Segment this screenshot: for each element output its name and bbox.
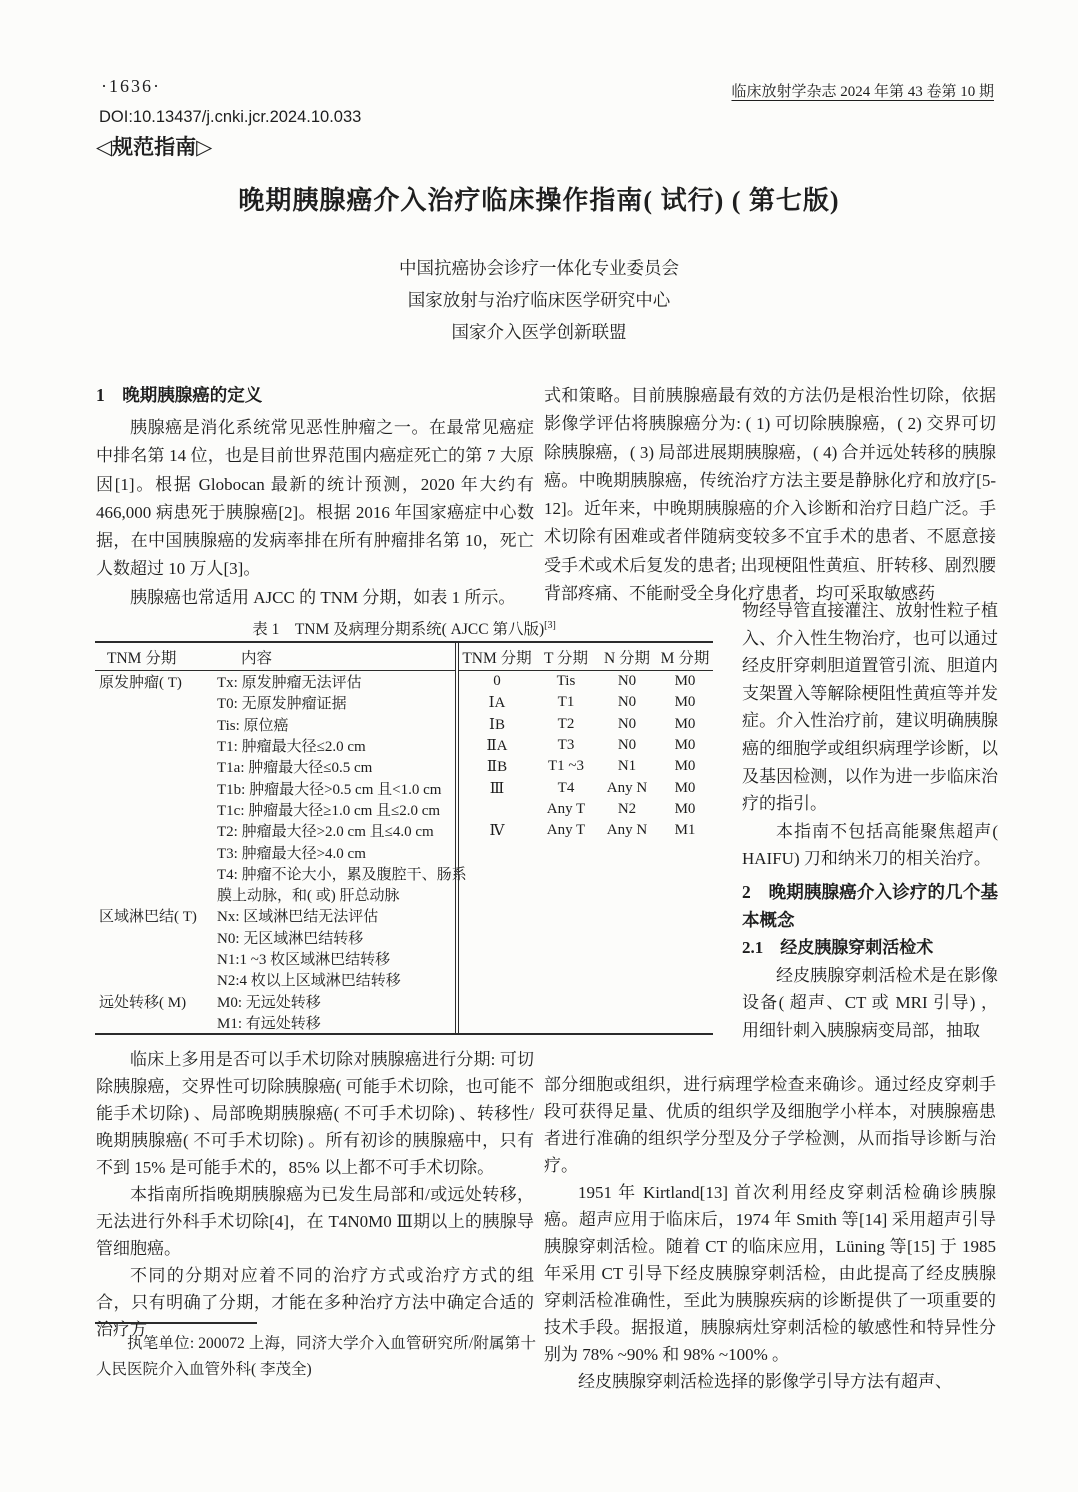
- table-row: [95, 799, 455, 820]
- n-cell: N0: [617, 694, 637, 711]
- table-row: [95, 948, 455, 969]
- table-row: [95, 990, 455, 1011]
- section-2-1-heading: 2.1 经皮胰腺穿刺活检术: [742, 938, 934, 958]
- table-row: [459, 799, 713, 820]
- right-column-bottom: [544, 1071, 996, 1395]
- n-cell: N2: [617, 800, 637, 817]
- page-number: ·1636·: [101, 76, 161, 96]
- table-row: [459, 820, 713, 841]
- t-cell: Any T: [546, 822, 586, 839]
- row-text: M0: 无远处转移: [217, 994, 321, 1011]
- stage-cell: 0: [493, 673, 501, 690]
- paragraph: 胰腺癌也常适用 AJCC 的 TNM 分期，如表 1 所示。: [130, 587, 516, 607]
- m-cell: M0: [674, 673, 696, 690]
- doi: DOI:10.13437/j.cnki.jcr.2024.10.033: [99, 108, 362, 126]
- n-cell: N1: [617, 758, 637, 775]
- stage-cell: Ⅲ: [489, 780, 505, 797]
- paragraph: 不同的分期对应着不同的治疗方式或治疗方式的组合，只有明确了分期，才能在多种治疗方法中确定合适的治疗方: [96, 1266, 534, 1339]
- m-cell: M0: [674, 694, 696, 711]
- row-text: Tx: 原发肿瘤无法评估: [217, 675, 362, 692]
- table-header-row: [95, 643, 455, 671]
- paragraph: 临床上多用是否可以手术切除对胰腺癌进行分期: 可切除胰腺癌，交界性可切除胰腺癌( 可能手术切除，也可能不能手术切除) 、局部晚期胰腺癌( 不可手术切除) 、转移性/晚期胰腺癌( 不可手术切除) 。所有初诊的胰腺癌中，只有不到 15% 是可能手术的，85% 以上都不可手术切除。: [96, 1050, 534, 1177]
- table-row: [95, 969, 455, 990]
- t-cell: T3: [557, 737, 575, 754]
- row-text: T1b: 肿瘤最大径>0.5 cm 且<1.0 cm: [217, 781, 442, 798]
- t-cell: T1: [557, 694, 575, 711]
- row-text: 膜上动脉，和( 或) 肝总动脉: [217, 888, 400, 905]
- table-row: [95, 1012, 455, 1033]
- stage-cell: Ⅳ: [489, 823, 505, 840]
- paragraph: 胰腺癌是消化系统常见恶性肿瘤之一。在最常见癌症中排名第 14 位，也是目前世界范围内癌症死亡的第 7 大原因[1]。根据 Globocan 最新的统计预测，2020 年大约有 466,000 病患死于胰腺癌[2]。根据 2016 年国家癌症中心数据，在中国胰腺癌的发病率排在所有肿瘤排名第 10，死亡人数超过 10 万人[3]。: [96, 418, 534, 579]
- n-cell: Any N: [606, 822, 648, 839]
- m-cell: M0: [674, 737, 696, 754]
- row-text: T1c: 肿瘤最大径≥1.0 cm 且≤2.0 cm: [217, 802, 441, 819]
- row-text: T3: 肿瘤最大径>4.0 cm: [217, 845, 366, 862]
- paragraph: 本指南不包括高能聚焦超声( HAIFU) 刀和纳米刀的相关治疗。: [742, 821, 998, 869]
- stage-cell: ⅠA: [488, 695, 506, 712]
- n-cell: N0: [617, 737, 637, 754]
- paragraph: 1951 年 Kirtland[13] 首次利用经皮穿刺活检确诊胰腺癌。超声应用于临床后，1974 年 Smith 等[14] 采用超声引导胰腺穿刺活检。随着 CT 的临床应用，Lüning 等[15] 于 1985 年采用 CT 引导下经皮胰腺穿刺活检，由此提高了经皮胰腺穿刺活检准确性，至此为胰腺疾病的诊断提供了一项重要的技术手段。据报道，胰腺病灶穿刺活检的敏感性和特异性分别为 78% ~90% 和 98% ~100% 。: [544, 1183, 996, 1364]
- table-header-cell: TNM 分期: [107, 649, 177, 667]
- row-text: T1a: 肿瘤最大径≤0.5 cm: [217, 760, 373, 777]
- row-text: T1: 肿瘤最大径≤2.0 cm: [217, 739, 366, 756]
- paragraph: 本指南所指晚期胰腺癌为已发生局部和/或远处转移，无法进行外科手术切除[4]，在 T4N0M0 Ⅲ期以上的胰腺导管细胞癌。: [96, 1185, 534, 1258]
- table-header-cell: N 分期: [603, 649, 651, 667]
- row-label: 远处转移( M): [99, 994, 187, 1011]
- table-row: [95, 927, 455, 948]
- journal-issue-info: 临床放射学杂志 2024 年第 43 卷第 10 期: [731, 84, 994, 100]
- stage-cell: ⅡB: [486, 759, 508, 776]
- table-row: [95, 777, 455, 798]
- table-row: [459, 671, 713, 692]
- table-row: [95, 735, 455, 756]
- left-column-bottom: [96, 1046, 534, 1343]
- article-title: 晚期胰腺癌介入治疗临床操作指南( 试行) ( 第七版): [238, 186, 840, 215]
- table-row: [95, 671, 455, 692]
- author-line: 中国抗癌协会诊疗一体化专业委员会: [399, 258, 679, 278]
- row-text: N0: 无区域淋巴结转移: [217, 930, 364, 947]
- section-2-heading: 2 晚期胰腺癌介入诊疗的几个基本概念: [742, 881, 998, 930]
- m-cell: M0: [674, 715, 696, 732]
- table-row: [95, 884, 455, 905]
- table-row: [95, 905, 455, 926]
- table-right-section: [455, 643, 713, 1033]
- table-header-cell: M 分期: [660, 649, 710, 667]
- stage-cell: ⅡA: [486, 738, 508, 755]
- footnote-divider: [95, 1322, 257, 1324]
- t-cell: Any T: [546, 800, 586, 817]
- t-cell: T2: [557, 715, 575, 732]
- m-cell: M0: [674, 779, 696, 796]
- row-text: Nx: 区域淋巴结无法评估: [217, 909, 379, 926]
- m-cell: M1: [674, 822, 696, 839]
- row-label: 区域淋巴结( T): [99, 909, 197, 926]
- n-cell: Any N: [606, 779, 648, 796]
- table-header-cell: TNM 分期: [462, 649, 532, 667]
- row-text: T2: 肿瘤最大径>2.0 cm 且≤4.0 cm: [217, 824, 434, 841]
- table-row: [95, 820, 455, 841]
- table-caption: [95, 617, 713, 639]
- right-column-narrow: [742, 597, 998, 1045]
- section-1-heading: 1 晚期胰腺癌的定义: [96, 385, 263, 405]
- row-text: T4: 肿瘤不论大小，累及腹腔干、肠系: [217, 866, 467, 883]
- t-cell: T1 ~3: [547, 758, 585, 775]
- table-caption-text: 表 1 TNM 及病理分期系统( AJCC 第八版): [252, 621, 545, 638]
- table-row: [95, 714, 455, 735]
- author-line: 国家介入医学创新联盟: [451, 322, 627, 342]
- table-header-cell: 内容: [241, 649, 273, 667]
- t-cell: Tis: [556, 673, 576, 690]
- table-row: [95, 841, 455, 862]
- table-header-row: [459, 643, 713, 671]
- table-row: [459, 714, 713, 735]
- table-row: [459, 756, 713, 777]
- table-caption-ref: [3]: [544, 619, 556, 631]
- n-cell: N0: [617, 715, 637, 732]
- table-row: [95, 692, 455, 713]
- paragraph: 部分细胞或组织，进行病理学检查来确诊。通过经皮穿刺手段可获得足量、优质的组织学及细胞学小样本，对胰腺癌患者进行准确的组织学分型及分子学检测，从而指导诊断与治疗。: [544, 1075, 996, 1175]
- row-label: 原发肿瘤( T): [99, 675, 182, 692]
- footnote: 执笔单位: 200072 上海，同济大学介入血管研究所/附属第十人民医院介入血管外科( 李茂全): [96, 1335, 536, 1378]
- row-text: N1:1 ~3 枚区域淋巴结转移: [217, 952, 391, 968]
- table-row: [459, 692, 713, 713]
- row-text: T0: 无原发肿瘤证据: [217, 696, 347, 713]
- table-row: [95, 756, 455, 777]
- table-row: [459, 777, 713, 798]
- row-text: M1: 有远处转移: [217, 1015, 321, 1032]
- table-left-section: [95, 643, 467, 1033]
- left-column-top: [96, 382, 534, 612]
- m-cell: M0: [674, 800, 696, 817]
- paragraph: 经皮胰腺穿刺活检选择的影像学引导方法有超声、: [578, 1372, 952, 1391]
- n-cell: N0: [617, 673, 637, 690]
- tnm-staging-table: [95, 641, 713, 1035]
- right-column-top: [544, 382, 996, 608]
- stage-cell: ⅠB: [489, 716, 505, 733]
- row-text: Tis: 原位癌: [217, 717, 289, 734]
- row-text: N2:4 枚以上区域淋巴结转移: [217, 973, 401, 990]
- paragraph: 经皮胰腺穿刺活检术是在影像设备( 超声、CT 或 MRI 引导) ，用细针刺入胰腺病变局部，抽取: [742, 965, 998, 1040]
- paragraph: 式和策略。目前胰腺癌最有效的方法仍是根治性切除，依据影像学评估将胰腺癌分为: ( 1) 可切除胰腺癌，( 2) 交界可切除胰腺癌，( 3) 局部进展期胰腺癌，( 4) 合并远处转移的胰腺癌。中晚期胰腺癌，传统治疗方法主要是静脉化疗和放疗[5-12]。近年来，中晚期胰腺癌的介入诊断和治疗日趋广泛。手术切除有困难或者伴随病变较多不宜手术的患者、不愿意接受手术或术后复发的患者; 出现梗阻性黄疸、肝转移、剧烈腰背部疼痛、不能耐受全身化疗患者，均可采取敏感药: [544, 386, 996, 604]
- t-cell: T4: [557, 779, 575, 796]
- table-row: [459, 735, 713, 756]
- table-row: [95, 863, 467, 884]
- paragraph: 物经导管直接灌注、放射性粒子植入、介入性生物治疗，也可以通过经皮肝穿刺胆道置管引流、胆道内支架置入等解除梗阻性黄疸等并发症。介入性治疗前，建议明确胰腺癌的细胞学或组织病理学诊断，以及基因检测，以作为进一步临床治疗的指引。: [742, 601, 998, 814]
- author-line: 国家放射与治疗临床医学研究中心: [407, 290, 671, 310]
- table-header-cell: T 分期: [543, 649, 589, 667]
- m-cell: M0: [674, 758, 696, 775]
- column-tag: ◁规范指南▷: [96, 135, 213, 159]
